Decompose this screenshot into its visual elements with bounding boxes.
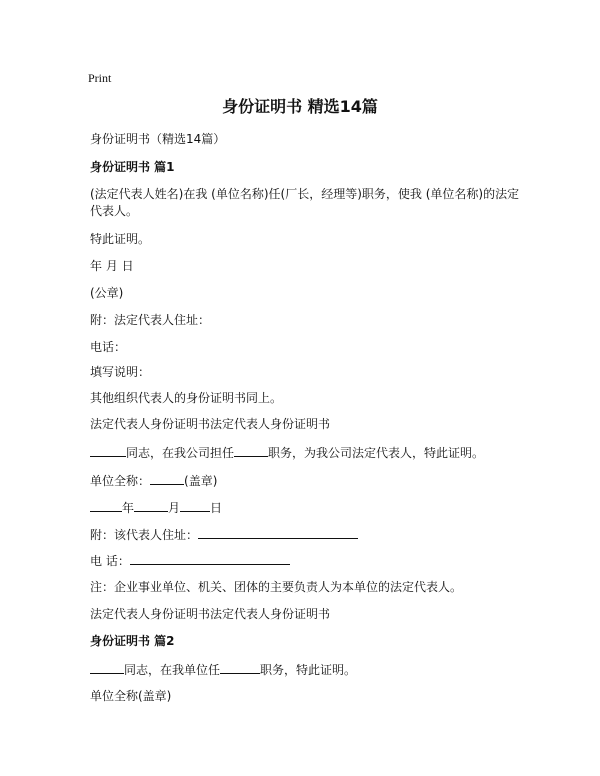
rep-address-label: 附：该代表人住址：	[90, 528, 199, 542]
repeat-title-2: 法定代表人身份证明书法定代表人身份证明书	[90, 607, 331, 621]
other-org-text: 其他组织代表人的身份证明书同上。	[90, 391, 283, 405]
form-text: 同志，在我公司担任	[126, 446, 235, 460]
phone-label: 电话：	[90, 340, 127, 354]
document-subtitle: 身份证明书（精选14篇）	[90, 132, 226, 146]
certify-text: 特此证明。	[90, 232, 151, 246]
note-text: 注：企业事业单位、机关、团体的主要负责人为本单位的法定代表人。	[90, 580, 463, 594]
address-label: 附：法定代表人住址：	[90, 313, 211, 327]
print-link[interactable]: Print	[88, 71, 112, 85]
section2-form-line	[90, 662, 356, 678]
unit-line	[90, 473, 217, 489]
repeat-title: 法定代表人身份证明书法定代表人身份证明书	[90, 417, 331, 431]
blank-line	[234, 445, 268, 457]
section2-unit: 单位全称(盖章)	[90, 689, 172, 703]
rep-address-line	[90, 527, 358, 543]
blank-line	[90, 662, 124, 674]
blank-line	[220, 662, 260, 674]
date-form-line	[90, 500, 222, 516]
page-title: 身份证明书 精选14篇	[222, 97, 378, 116]
rep-phone-line	[90, 553, 290, 569]
section-heading-1: 身份证明书 篇1	[90, 160, 175, 174]
day-label: 日	[210, 501, 223, 515]
form-line-position	[90, 445, 484, 461]
blank-line	[198, 527, 358, 539]
year-label: 年	[122, 501, 135, 515]
month-label: 月	[168, 501, 181, 515]
notes-label: 填写说明：	[90, 365, 151, 379]
unit-label: 单位全称：	[90, 474, 151, 488]
blank-line	[134, 500, 168, 512]
blank-line	[90, 500, 122, 512]
rep-phone-label: 电 话：	[90, 554, 130, 568]
paragraph-representative: (法定代表人姓名)在我 (单位名称)任(厂长，经理等)职务，使我 (单位名称)的法定代表人。	[90, 187, 520, 218]
blank-line	[130, 553, 290, 565]
section-heading-2: 身份证明书 篇2	[90, 634, 175, 648]
blank-line	[90, 445, 126, 457]
seal-text: (公章)	[90, 286, 124, 300]
form-text: 职务，为我公司法定代表人，特此证明。	[268, 446, 485, 460]
form-text: 职务，特此证明。	[260, 663, 357, 677]
date-text: 年 月 日	[90, 259, 134, 273]
form-text: 同志，在我单位任	[124, 663, 221, 677]
blank-line	[180, 500, 210, 512]
unit-seal: (盖章)	[184, 474, 218, 488]
blank-line	[150, 473, 184, 485]
